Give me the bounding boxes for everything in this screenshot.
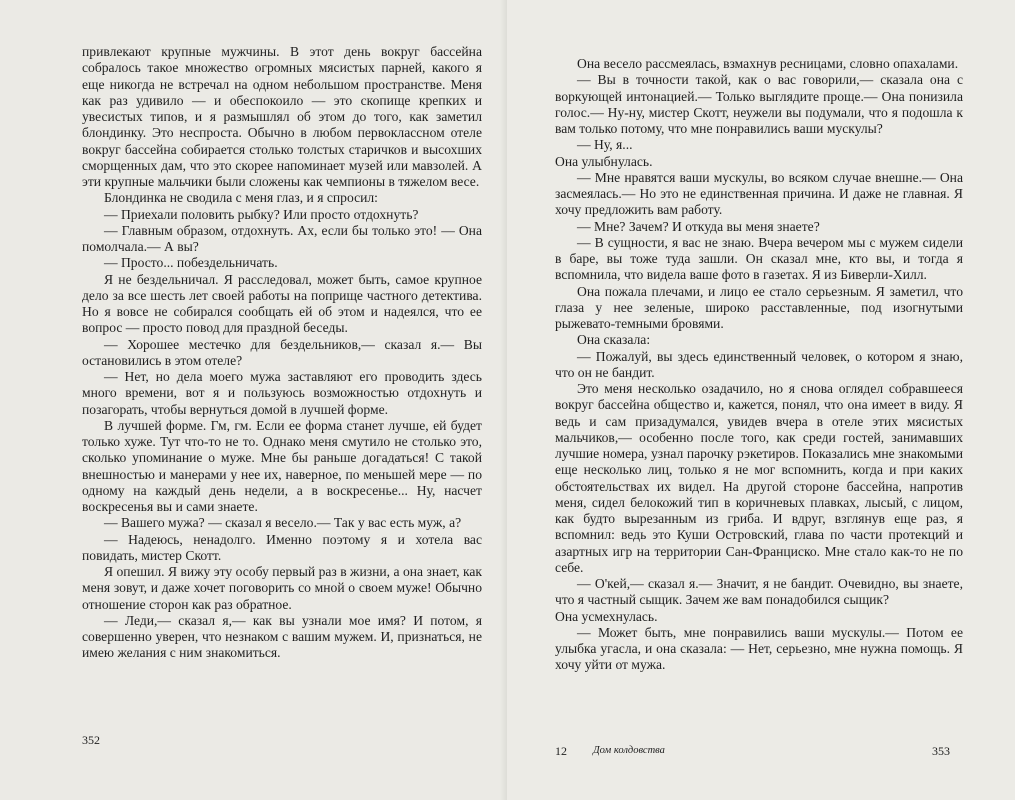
page-number: 353 xyxy=(932,744,950,758)
paragraph: Блондинка не сводила с меня глаз, и я спросил: xyxy=(104,190,378,206)
left-page xyxy=(0,0,507,800)
paragraph: — О'кей,— сказал я.— Значит, я не бандит. Очевидно, вы знаете, что я частный сыщик. Зачем же вам понадобился сыщик? xyxy=(555,576,963,608)
running-title: Дом колдовства xyxy=(593,745,665,756)
paragraph: — Надеюсь, ненадолго. Именно поэтому я и хотела вас повидать, мистер Скотт. xyxy=(82,531,482,563)
paragraph: — Ну, я... xyxy=(577,137,633,153)
paragraph: — Мне нравятся ваши мускулы, во всяком случае внешне.— Она засмеялась.— Но это не единственная причина. И даже не главная. Я хочу предложить вам работу. xyxy=(555,169,963,218)
page-number: 352 xyxy=(82,733,100,747)
paragraph: — Вашего мужа? — сказал я весело.— Так у вас есть муж, а? xyxy=(104,515,462,531)
paragraph: — Нет, но дела моего мужа заставляют его проводить здесь много времени, вот я и пользуюсь возможностью отдохнуть и позагорать, чтобы вернуться домой в лучшей форме. xyxy=(82,369,482,417)
left-page-text xyxy=(82,44,482,662)
paragraph: — Приехали половить рыбку? Или просто отдохнуть? xyxy=(104,206,419,222)
paragraph: Она сказала: xyxy=(577,332,651,348)
right-page-text xyxy=(555,56,963,674)
paragraph: Это меня несколько озадачило, но я снова оглядел собравшееся вокруг бассейна общество и, кажется, понял, что она имеет в виду. Я ведь и сам призадумался, увидев вчера в отеле этих мясистых мальчиков,— особенно после того, как среди гостей, занимавших лучшие номера, узнал парочку рэкетиров. Показались мне знакомыми еще несколько лиц, только я не мог вспомнить, когда и при каких обстоятельствах их видел. На другой стороне бассейна, напротив меня, сидел белокожий тип в коричневых плавках, лысый, с лицом, как будто вырезанным из гриба. И вдруг, взглянув еще раз, я вспомнил: ведь это Куши Островский, глава по части протекций и азартных игр на территории Сан-Франциско. Мне стало как-то не по себе. xyxy=(555,381,963,575)
paragraph: Она пожала плечами, и лицо ее стало серьезным. Я заметил, что глаза у нее зеленые, широко расставленные, под изогнутыми рыжевато-темными бровями. xyxy=(555,283,963,331)
paragraph: — Леди,— сказал я,— как вы узнали мое имя? И потом, я совершенно уверен, что незнаком с вашим мужем. И, признаться, не имею желания с ним знакомиться. xyxy=(82,612,482,661)
paragraph: Я не бездельничал. Я расследовал, может быть, самое крупное дело за все шесть лет своей работы на поприще частного детектива. Но я вовсе не собирался сообщать ей об этом и надеялся, что ее вопрос — просто повод для праздной беседы. xyxy=(82,271,482,336)
paragraph: — Может быть, мне понравились ваши мускулы.— Потом ее улыбка угасла, и она сказала: — Нет, серьезно, мне нужна помощь. Я хочу уйти от мужа. xyxy=(555,624,963,673)
paragraph: Она весело рассмеялась, взмахнув ресницами, словно опахалами. xyxy=(577,56,959,71)
paragraph: — Мне? Зачем? И откуда вы меня знаете? xyxy=(577,218,820,234)
paragraph: Она улыбнулась. xyxy=(555,153,653,169)
paragraph: В лучшей форме. Гм, гм. Если ее форма станет лучше, ей будет только хуже. Тут что-то не то. Однако меня смутило не столько это, сколько упоминание о муже. Мне бы раньше догадаться! С такой внешностью и манерами у нее их, наверное, по меньшей мере — по одному на каждый день недели, а в воскресенье... Ну, насчет воскресенья вы и сами знаете. xyxy=(82,417,482,514)
paragraph: — Главным образом, отдохнуть. Ах, если бы только это! — Она помолчала.— А вы? xyxy=(82,222,482,254)
paragraph: привлекают крупные мужчины. В этот день вокруг бассейна собралось такое множество огромных мясистых парней, какого я еще никогда не встречал на одном небольшом пространстве. Меня как раз удивило — и обеспокоило — это скопище крепких и увесистых типов, и я размышлял об этом до того, как заметил блондинку. Это неспроста. Обычно в любом первоклассном отеле вокруг бассейна собирается столько толстых старичков и высохших сморщенных дам, что это скорее напоминает музей или мавзолей. А эти крупные мальчики были сложены как чемпионы в тяжелом весе. xyxy=(82,44,482,189)
paragraph: — Хорошее местечко для бездельников,— сказал я.— Вы остановились в этом отеле? xyxy=(82,336,482,368)
right-page xyxy=(507,0,1015,800)
chapter-number: 12 xyxy=(555,744,567,758)
paragraph: Она усмехнулась. xyxy=(555,608,658,624)
paragraph: — Пожалуй, вы здесь единственный человек, о котором я знаю, что он не бандит. xyxy=(555,348,963,380)
paragraph: Я опешил. Я вижу эту особу первый раз в жизни, а она знает, как меня зовут, и даже хочет поговорить со мной о своем муже! Обычно отношение сторон как раз обратное. xyxy=(82,564,482,612)
paragraph: — В сущности, я вас не знаю. Вчера вечером мы с мужем сидели в баре, вы тоже туда зашли. Он сказал мне, кто вы, и тогда я вспомнила, что видела ваше фото в газетах. Я из Биверли-Хилл. xyxy=(555,234,963,283)
paragraph: — Просто... побездельничать. xyxy=(104,255,278,271)
paragraph: — Вы в точности такой, как о вас говорили,— сказала она с воркующей интонацией.— Только выглядите проще.— Она понизила голос.— Ну-ну, мистер Скотт, неужели вы подумали, что я подошла к вам только потому, что мне понравились ваши мускулы? xyxy=(555,72,963,136)
